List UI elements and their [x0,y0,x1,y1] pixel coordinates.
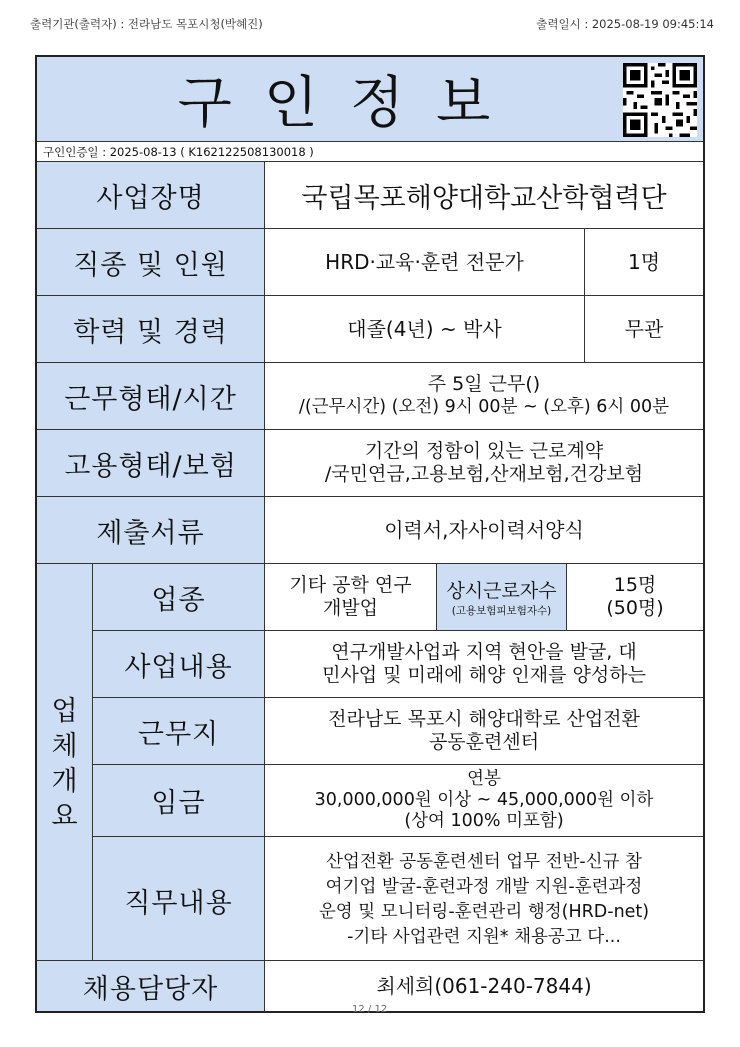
industry-row [93,564,703,631]
location-line-1: 전라남도 목포시 해양대학로 산업전환 [328,708,640,730]
contact-value: 최세희(061-240-7844) [376,973,592,998]
employment-value [265,430,703,496]
wage-bonus: (상여 100% 미포함) [404,811,564,831]
overview-char-2: 체 [51,730,78,762]
job-label: 직종 및 인원 [37,229,265,295]
wage-row [93,765,703,837]
company-label: 사업장명 [37,162,265,228]
industry-line-2: 개발업 [322,597,379,619]
job-posting-document [35,55,705,985]
education-row [37,296,703,363]
company-row [37,162,703,229]
industry-label: 업종 [93,564,265,630]
business-label: 사업내용 [93,631,265,697]
insurance-list: /국민연금,고용보험,산재보험,건강보험 [324,463,644,485]
duties-value [265,837,703,963]
document-title: 구인정보 [177,71,523,136]
page-number: 12 / 12 [352,1004,388,1015]
employment-label: 고용형태/보험 [37,430,265,496]
duties-line-3: 운영 및 모니터링-훈련관리 행정(HRD-net) [318,902,650,922]
contract-type: 기간의 정함이 있는 근로계약 [364,440,604,462]
wage-range: 30,000,000원 이상 ~ 45,000,000원 이하 [314,790,654,810]
duties-line-4: -기타 사업관련 지원* 채용공고 다... [347,927,621,947]
print-timestamp: 출력일시 : 2025-08-19 09:45:14 [536,17,714,31]
qr-code-icon [623,63,697,137]
job-title: HRD·교육·훈련 전문가 [265,229,585,295]
industry-value [265,564,437,630]
location-value [265,698,703,764]
contact-label: 채용담당자 [37,961,265,1011]
company-overview-label [37,564,93,964]
duties-label: 직무내용 [93,837,265,963]
location-line-2: 공동훈련센터 [428,731,540,753]
documents-label: 제출서류 [37,497,265,563]
duties-row [93,837,703,964]
documents-row [37,497,703,564]
job-row [37,229,703,296]
education-value: 대졸(4년) ~ 박사 [265,296,585,362]
job-headcount: 1명 [627,249,661,274]
work-time-value [265,363,703,429]
duties-line-2: 여기업 발굴-훈련과정 개발 지원-훈련과정 [325,877,643,897]
overview-char-3: 개 [51,765,78,797]
overview-char-1: 업 [51,695,78,727]
certification-line: 구인인증일 : 2025-08-13 ( K162122508130018 ) [37,142,703,162]
work-time-label: 근무형태/시간 [37,363,265,429]
business-value [265,631,703,697]
work-days: 주 5일 근무() [427,373,541,395]
career-value: 무관 [624,316,664,341]
location-label: 근무지 [93,698,265,764]
business-line-2: 민사업 및 미래에 해양 인재를 양성하는 [322,664,646,686]
workers-label [437,564,567,630]
wage-type: 연봉 [467,769,501,789]
industry-line-1: 기타 공학 연구 [289,574,412,596]
workers-label-main: 상시근로자수 [446,580,557,602]
workers-count: 15명 [613,574,657,596]
location-row [93,698,703,765]
overview-char-4: 요 [51,800,78,832]
employment-row [37,430,703,497]
workers-insured-count: (50명) [606,597,664,619]
company-name: 국립목포해양대학교산학협력단 [301,182,667,214]
workers-value [567,564,703,630]
wage-value [265,765,703,836]
wage-label: 임금 [93,765,265,836]
business-line-1: 연구개발사업과 지역 현안을 발굴, 대 [331,641,637,663]
title-bar [37,57,703,142]
business-row [93,631,703,698]
work-hours: /(근무시간) (오전) 9시 00분 ~ (오후) 6시 00분 [298,397,670,417]
workers-label-sub: (고용보험피보험자수) [451,605,552,617]
documents-value: 이력서,자사이력서양식 [384,517,584,542]
print-issuer: 출력기관(출력자) : 전라남도 목포시청(박혜진) [30,17,263,31]
work-time-row [37,363,703,430]
duties-line-1: 산업전환 공동훈련센터 업무 전반-신규 참 [326,852,642,872]
education-label: 학력 및 경력 [37,296,265,362]
